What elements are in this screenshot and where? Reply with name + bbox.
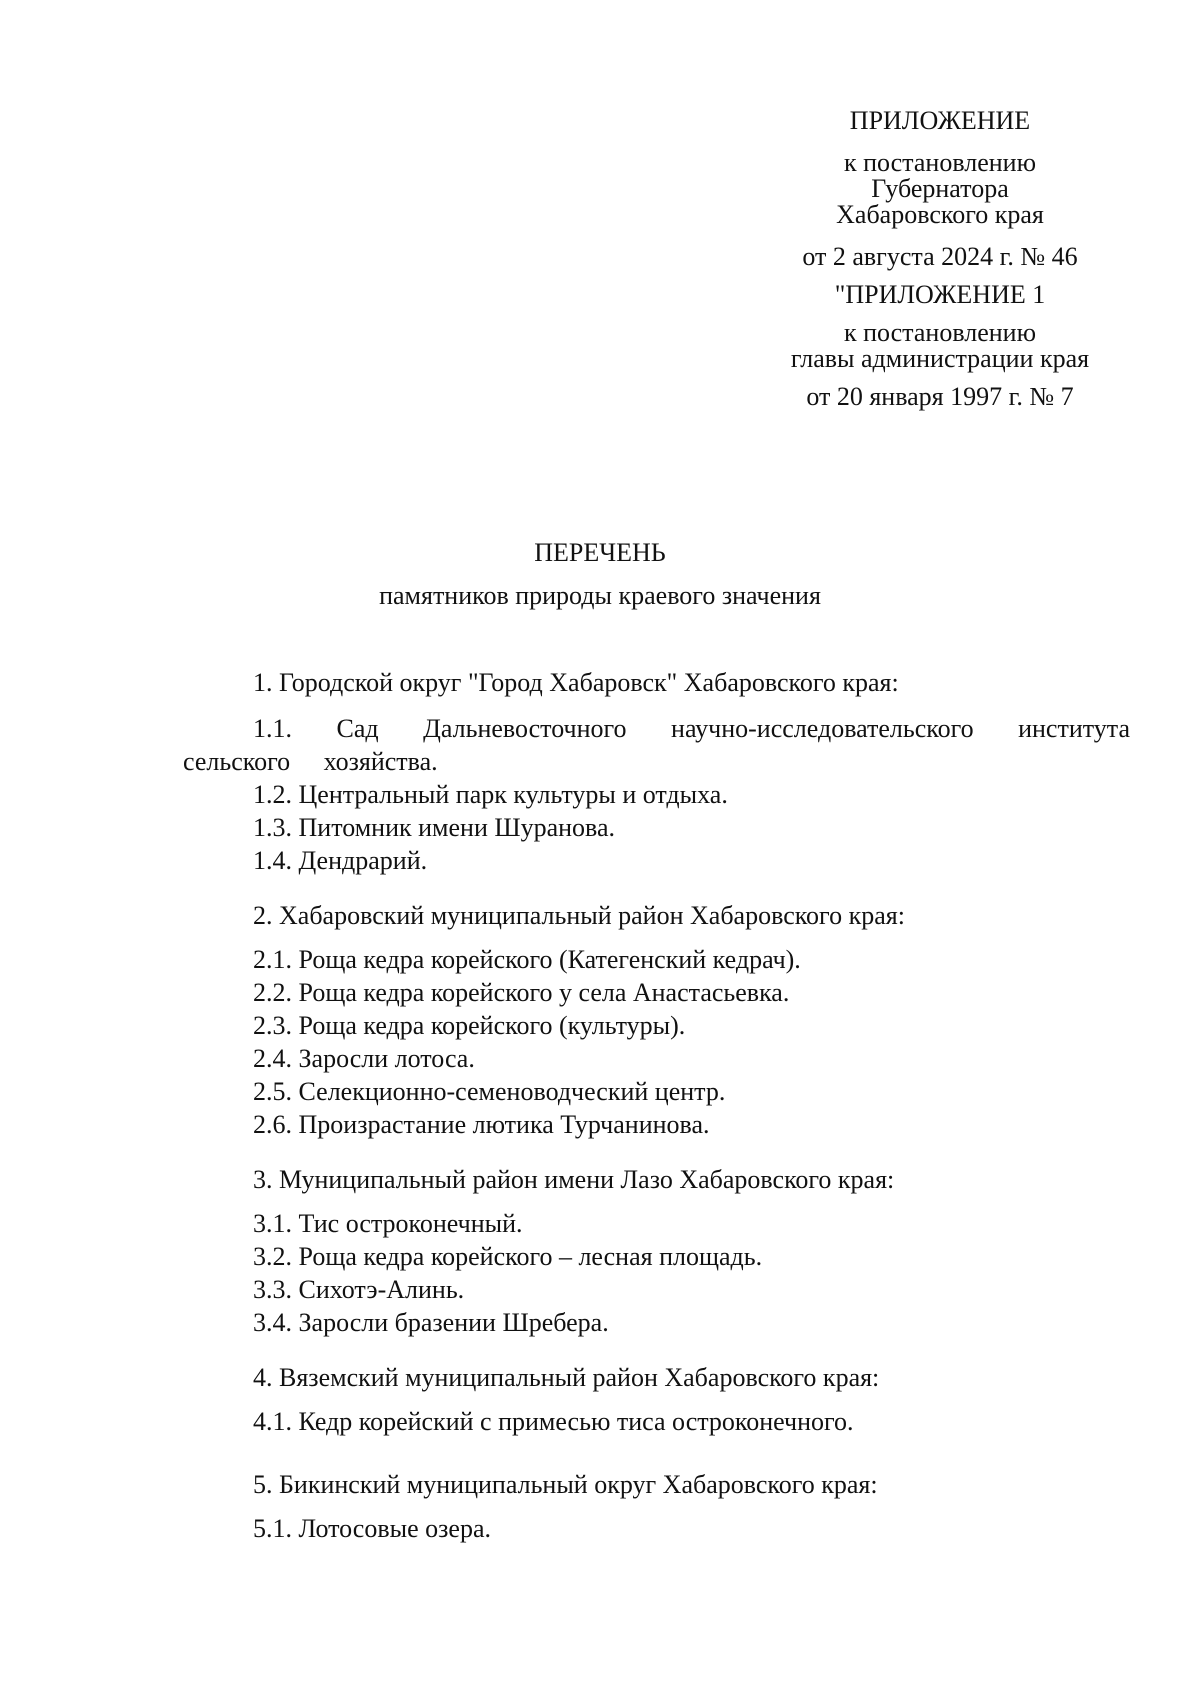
- list-item: 2.3. Роща кедра корейского (культуры).: [253, 1011, 686, 1040]
- section-title: 2. Хабаровский муниципальный район Хабаровского края:: [253, 901, 905, 930]
- appendix-head: главы администрации края: [790, 344, 1090, 373]
- document-subtitle: памятников природы краевого значения: [379, 581, 821, 611]
- appendix-title-2: "ПРИЛОЖЕНИЕ 1: [834, 280, 1046, 309]
- list-item: 2.4. Заросли лотоса.: [253, 1044, 475, 1073]
- appendix-header: [760, 108, 1120, 410]
- list-item: 1.1. Сад Дальневосточного научно-исследовательского института сельского хозяйства.: [183, 714, 1130, 776]
- list-item: 2.2. Роща кедра корейского у села Анастасьевка.: [253, 978, 790, 1007]
- section: [183, 666, 1130, 877]
- appendix-date: от 2 августа 2024 г. № 46: [802, 242, 1078, 271]
- appendix-date-2: от 20 января 1997 г. № 7: [806, 382, 1074, 411]
- list-item: 3.3. Сихотэ-Алинь.: [253, 1275, 465, 1304]
- document-heading: [0, 537, 1200, 611]
- section: [183, 899, 1130, 1141]
- document-title: ПЕРЕЧЕНЬ: [534, 538, 666, 567]
- appendix-title: ПРИЛОЖЕНИЕ: [849, 106, 1031, 135]
- section: [183, 1468, 1130, 1545]
- list-item: 1.4. Дендрарий.: [253, 846, 428, 875]
- list-item: 3.1. Тис остроконечный.: [253, 1209, 523, 1238]
- appendix-governor: Губернатора: [871, 174, 1009, 203]
- appendix-to-resolution: к постановлению: [843, 148, 1037, 177]
- document-body: [183, 666, 1130, 1567]
- list-item: 2.5. Селекционно-семеноводческий центр.: [253, 1077, 726, 1106]
- list-item: 5.1. Лотосовые озера.: [253, 1514, 491, 1543]
- section: [183, 1361, 1130, 1438]
- list-item: 3.2. Роща кедра корейского – лесная площадь.: [253, 1242, 763, 1271]
- section: [183, 1163, 1130, 1339]
- appendix-region: Хабаровского края: [836, 200, 1044, 229]
- section-title: 4. Вяземский муниципальный район Хабаровского края:: [253, 1363, 880, 1392]
- list-item: 1.2. Центральный парк культуры и отдыха.: [253, 780, 728, 809]
- list-item: 1.3. Питомник имени Шуранова.: [253, 813, 616, 842]
- section-title: 3. Муниципальный район имени Лазо Хабаровского края:: [253, 1165, 895, 1194]
- list-item: 2.1. Роща кедра корейского (Категенский кедрач).: [253, 945, 801, 974]
- list-item: 3.4. Заросли бразении Шребера.: [253, 1308, 609, 1337]
- list-item: 2.6. Произрастание лютика Турчанинова.: [253, 1110, 710, 1139]
- appendix-to-resolution-2: к постановлению: [843, 318, 1037, 347]
- section-title: 1. Городской округ "Город Хабаровск" Хабаровского края:: [253, 668, 899, 697]
- list-item: 4.1. Кедр корейский с примесью тиса остроконечного.: [253, 1407, 854, 1436]
- section-title: 5. Бикинский муниципальный округ Хабаровского края:: [253, 1470, 878, 1499]
